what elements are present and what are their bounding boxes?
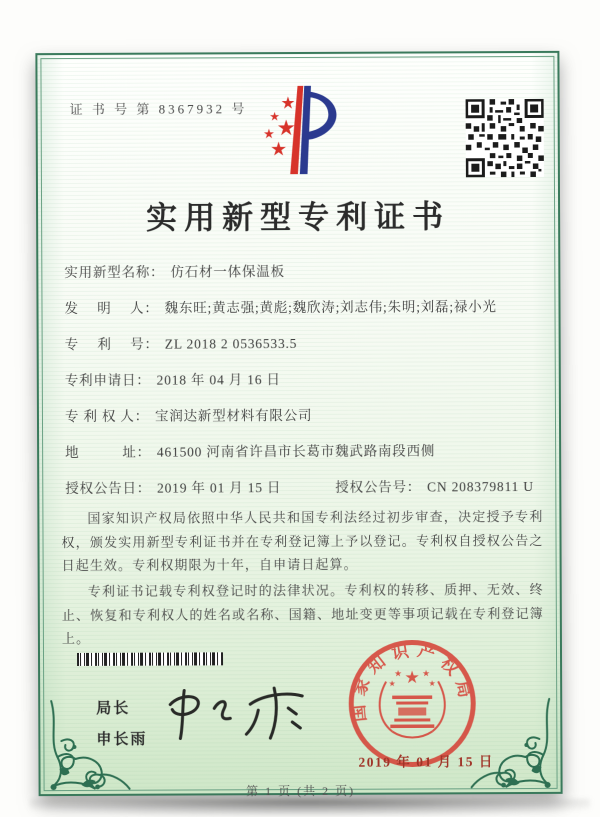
legal-paragraph-1: 国家知识产权局依照中华人民共和国专利法经过初步审查，决定授予专利权，颁发实用新型专利证书并在专利登记簿上予以登记。专利权自授权公告之日起生效。专利权期限为十年，自申请日起算。 <box>61 508 544 574</box>
field-label: 实用新型名称： <box>64 264 165 281</box>
barcode-icon <box>77 652 223 666</box>
certificate-title: 实用新型专利证书 <box>146 199 451 236</box>
field-address <box>65 439 543 477</box>
field-filing-date <box>65 367 543 405</box>
field-label: 专 利 权 人： <box>64 408 150 425</box>
field-value: ZL 2018 2 0536533.5 <box>164 336 298 352</box>
qr-code-icon <box>466 99 544 177</box>
floral-corner-ornament-icon <box>467 687 559 791</box>
field-value: 2018 年 04 月 16 日 <box>156 372 281 388</box>
certificate-sheet <box>35 51 562 799</box>
field-inventors <box>64 295 542 333</box>
field-grant-date: 授权公告日： 2019 年 01 月 15 日 <box>65 480 282 497</box>
legal-text <box>61 505 544 653</box>
photo-edge-shadow <box>30 799 590 815</box>
field-value: 仿石材一体保温板 <box>170 264 285 280</box>
cnipa-logo-icon <box>249 78 345 182</box>
field-label: 发 明 人： <box>64 300 159 317</box>
page-footer: 第 1 页 (共 2 页) <box>246 783 356 799</box>
seal-ring-text: 国家知识产权局 <box>348 640 477 723</box>
field-patentee <box>65 403 543 441</box>
director-title: 局长 <box>96 699 131 717</box>
field-value: 魏东旺;黄志强;黄彪;魏欣涛;刘志伟;朱明;刘磊;禄小光 <box>164 299 497 316</box>
fields-block <box>64 259 543 513</box>
seal-date: 2019 年 01 月 15 日 <box>358 754 494 770</box>
field-utility-model-name <box>64 259 542 297</box>
field-value: 461500 河南省许昌市长葛市魏武路南段西侧 <box>156 443 436 460</box>
certificate-number: 证 书 号 第 8367932 号 <box>69 101 248 117</box>
legal-paragraph-2: 专利证书记载专利权登记时的法律状况。专利权的转移、质押、无效、终止、恢复和专利权人的姓名或名称、国籍、地址变更等事项记载在专利登记簿上。 <box>61 581 544 647</box>
field-patent-number <box>65 331 543 369</box>
field-label: 专利申请日： <box>64 372 151 389</box>
director-signature-icon <box>162 680 322 747</box>
field-value: 宝润达新型材料有限公司 <box>154 407 313 424</box>
floral-corner-ornament-icon <box>41 689 133 793</box>
director-name: 申长雨 <box>96 730 148 748</box>
field-label: 地 址： <box>65 444 151 461</box>
field-label: 专 利 号： <box>64 336 159 353</box>
field-grant-number: 授权公告号： CN 208379811 U <box>335 478 534 495</box>
